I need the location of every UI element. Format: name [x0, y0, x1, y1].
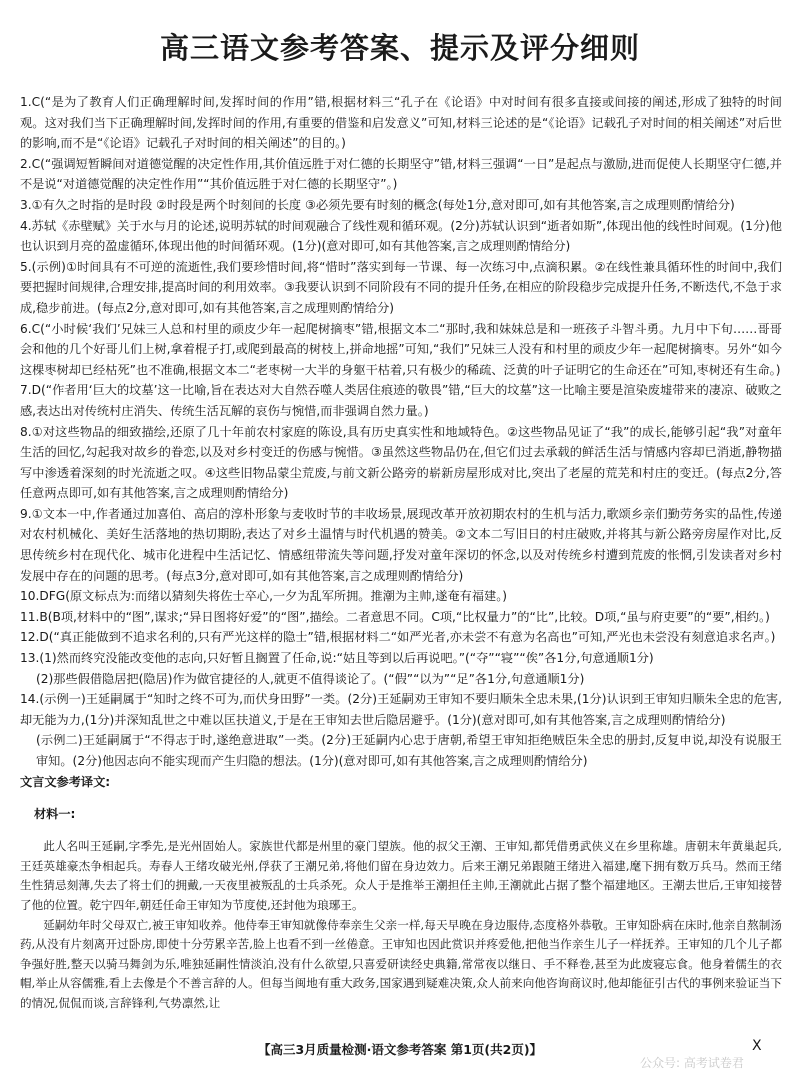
answer-item: 1.C(“是为了教育人们正确理解时间,发挥时间的作用”错,根据材料三“孔子在《论语》中对时间有很多直接或间接的阐述,形成了独特的时间观。这对我们当下正确理解时间,发挥时间的作用,有重要的借鉴和启发意义”可知,材料三论述的是“《论语》记载孔子对时间的相关阐述”对后世的影响,而不是“《论语》记载孔子对时间的相关阐述”的目的。)	[20, 95, 782, 151]
answer-item: 6.C(“小时候‘我们’兄妹三人总和村里的顽皮少年一起爬树摘枣”错,根据文本二“那时,我和妹妹总是和一班孩子斗智斗勇。九月中下旬……哥哥会和他的几个好哥儿们上树,拿着棍子打,或爬到最高的树枝上,拼命地摇”可知,“我们”兄妹三人没有和村里的顽皮少年一起爬树摘枣。另外“如今这棵枣树却已经枯死”也不准确,根据文本二“老枣树一大半的身躯干枯着,只有极少的稀疏、泛黄的叶子证明它的生命还在”可知,枣树还有生命。)	[20, 321, 782, 377]
answer-item: 4.苏轼《赤壁赋》关于水与月的论述,说明苏轼的时间观融合了线性观和循环观。(2分)苏轼认识到“逝者如斯”,体现出他的线性时间观。(1分)他也认识到月亮的盈虚循环,体现出他的时间循环观。(1分)(意对即可,如有其他答案,言之成理则酌情给分)	[20, 218, 782, 254]
footer-mark: X	[752, 1038, 762, 1054]
answer-item: (2)那些假借隐居把(隐居)作为做官捷径的人,就更不值得谈论了。(“假”“以为”“足”各1分,句意通顺1分)	[36, 671, 585, 686]
answer-item: 13.(1)然而终究没能改变他的志向,只好暂且搁置了任命,说:“姑且等到以后再说吧。”(“夺”“寝”“俟”各1分,句意通顺1分)	[20, 651, 654, 666]
translation-paragraph: 延嗣幼年时父母双亡,被王审知收养。他侍奉王审知就像侍奉亲生父亲一样,每天早晚在身边服侍,态度格外恭敬。王审知卧病在床时,他亲自熬制汤药,从没有片刻离开过卧房,即使十分劳累辛苦,脸上也看不到一丝倦意。王审知也因此赏识并疼爱他,把他当作亲生儿子一样抚养。王审知的几个儿子都争强好胜,整天以骑马舞剑为乐,唯独延嗣性情淡泊,没有什么欲望,只喜爱研读经史典籍,常常夜以继日、手不释卷,甚至为此废寝忘食。他身着儒生的衣帽,举止从容儒雅,看上去像是个不善言辞的人。但每当闽地有重大政务,国家遇到疑难决策,众人前来向他咨询商议时,他却能征引古代的事例来验证当下的情况,侃侃而谈,言辞锋利,气势凛然,让	[20, 917, 782, 1010]
answer-item: 11.B(B项,材料中的“图”,谋求;“异日图将好爱”的“图”,描绘。二者意思不同。C项,“比权量力”的“比”,比较。D项,“虽与府吏要”的“要”,相约。)	[20, 609, 770, 624]
material-heading: 材料一:	[34, 807, 76, 822]
answers-content	[20, 92, 782, 1014]
answer-item: 5.(示例)①时间具有不可逆的流逝性,我们要珍惜时间,将“惜时”落实到每一节课、每一次练习中,点滴积累。②在线性兼具循环性的时间中,我们要把握时间规律,合理安排,提高时间的利用效率。③我要认识到不同阶段有不同的提升任务,在相应的阶段稳步完成提升任务,不断迭代,不急于求成,稳步前进。(每点2分,意对即可,如有其他答案,言之成理则酌情给分)	[20, 259, 782, 315]
answer-item: 12.D(“真正能做到不追求名利的,只有严光这样的隐士”错,根据材料二“如严光者,亦未尝不有意为名高也”可知,严光也未尝没有刻意追求名声。)	[20, 630, 776, 645]
answer-item: 3.①有久之时指的是时段 ②时段是两个时刻间的长度 ③必须先要有时刻的概念(每处1分,意对即可,如有其他答案,言之成理则酌情给分)	[20, 197, 735, 212]
watermark-text: 公众号: 高考试卷君	[640, 1056, 744, 1070]
answer-item: 10.DFG(原文标点为:而绪以猜刻失将佐士卒心,一夕为乱军所拥。推潮为主帅,遂奄有福建。)	[20, 589, 508, 604]
answer-item: 7.D(“作者用‘巨大的坟墓’这一比喻,旨在表达对大自然吞噬人类居住痕迹的敬畏”错,“巨大的坟墓”这一比喻主要是渲染废墟带来的凄凉、破败之感,表达出对传统村庄消失、传统生活瓦解的哀伤与惋惜,而非强调自然力量。)	[20, 383, 782, 418]
answer-item: 2.C(“强调短暂瞬间对道德觉醒的决定性作用,其价值远胜于对仁德的长期坚守”错,材料三强调“一日”是起点与激励,进而促使人长期坚守仁德,并不是说“对道德觉醒的决定性作用”“其价值远胜于对仁德的长期坚守”。)	[20, 156, 782, 192]
answer-item: (示例二)王延嗣属于“不得志于时,遂绝意进取”一类。(2分)王延嗣内心忠于唐朝,希望王审知拒绝贼臣朱全忠的册封,反复申说,却没有说服王审知。(2分)他因志向不能实现而产生归隐的想法。(1分)(意对即可,如有其他答案,言之成理则酌情给分)	[36, 733, 782, 768]
page-title: 高三语文参考答案、提示及评分细则	[159, 31, 640, 65]
translation-heading: 文言文参考译文:	[20, 774, 111, 789]
page-footer: 【高三3月质量检测·语文参考答案 第1页(共2页)】	[257, 1042, 543, 1057]
translation-paragraph: 此人名叫王延嗣,字季先,是光州固始人。家族世代都是州里的豪门望族。他的叔父王潮、王审知,都凭借勇武侠义在乡里称雄。唐朝末年黄巢起兵,王廷英雄豪杰争相起兵。寿春人王绪攻破光州,俘获了王潮兄弟,将他们留在身边效力。后来王潮兄弟跟随王绪进入福建,麾下拥有数万兵马。然而王绪生性猜忌刻薄,失去了将士们的拥戴,一天夜里被叛乱的士兵杀死。众人于是推举王潮担任主帅,王潮就此占据了整个福建地区。王潮去世后,王审知接替了他的位置。乾宁四年,朝廷任命王审知为节度使,还封他为琅琊王。	[20, 839, 782, 912]
answer-item: 14.(示例一)王延嗣属于“知时之终不可为,而伏身田野”一类。(2分)王延嗣劝王审知不要归顺朱全忠未果,(1分)认识到王审知归顺朱全忠的危害,却无能为力,(1分)并深知乱世之中难以匡扶道义,于是在王审知去世后隐居避乎。(1分)(意对即可,如有其他答案,言之成理则酌情给分)	[20, 692, 782, 727]
answer-item: 8.①对这些物品的细致描绘,还原了几十年前农村家庭的陈设,具有历史真实性和地域特色。②这些物品见证了“我”的成长,能够引起“我”对童年生活的回忆,勾起我对故乡的眷恋,以及对乡村变迁的伤感与惋惜。③虽然这些物品仍在,但它们过去承载的鲜活生活与情感内容却已消逝,静物描写中渗透着深刻的时光流逝之叹。④这些旧物品蒙尘荒废,与前文新公路旁的崭新房屋形成对比,突出了老屋的荒芜和村庄的变迁。(每点2分,答任意两点即可,如有其他答案,言之成理则酌情给分)	[20, 424, 782, 501]
answer-item: 9.①文本一中,作者通过加喜伯、高启的淳朴形象与麦收时节的丰收场景,展现改革开放初期农村的生机与活力,歌颂乡亲们勤劳务实的品性,传递对农村机械化、美好生活落地的热切期盼,表达了对乡土温情与时代机遇的赞美。②文本二写旧日的村庄破败,并将其与新公路旁房屋作对比,反思传统乡村在现代化、城市化进程中生活记忆、情感纽带流失等问题,抒发对童年深切的怀念,以及对传统乡村遭到荒废的怅惘,引发读者对乡村发展中存在的问题的思考。(每点3分,意对即可,如有其他答案,言之成理则酌情给分)	[20, 506, 782, 583]
